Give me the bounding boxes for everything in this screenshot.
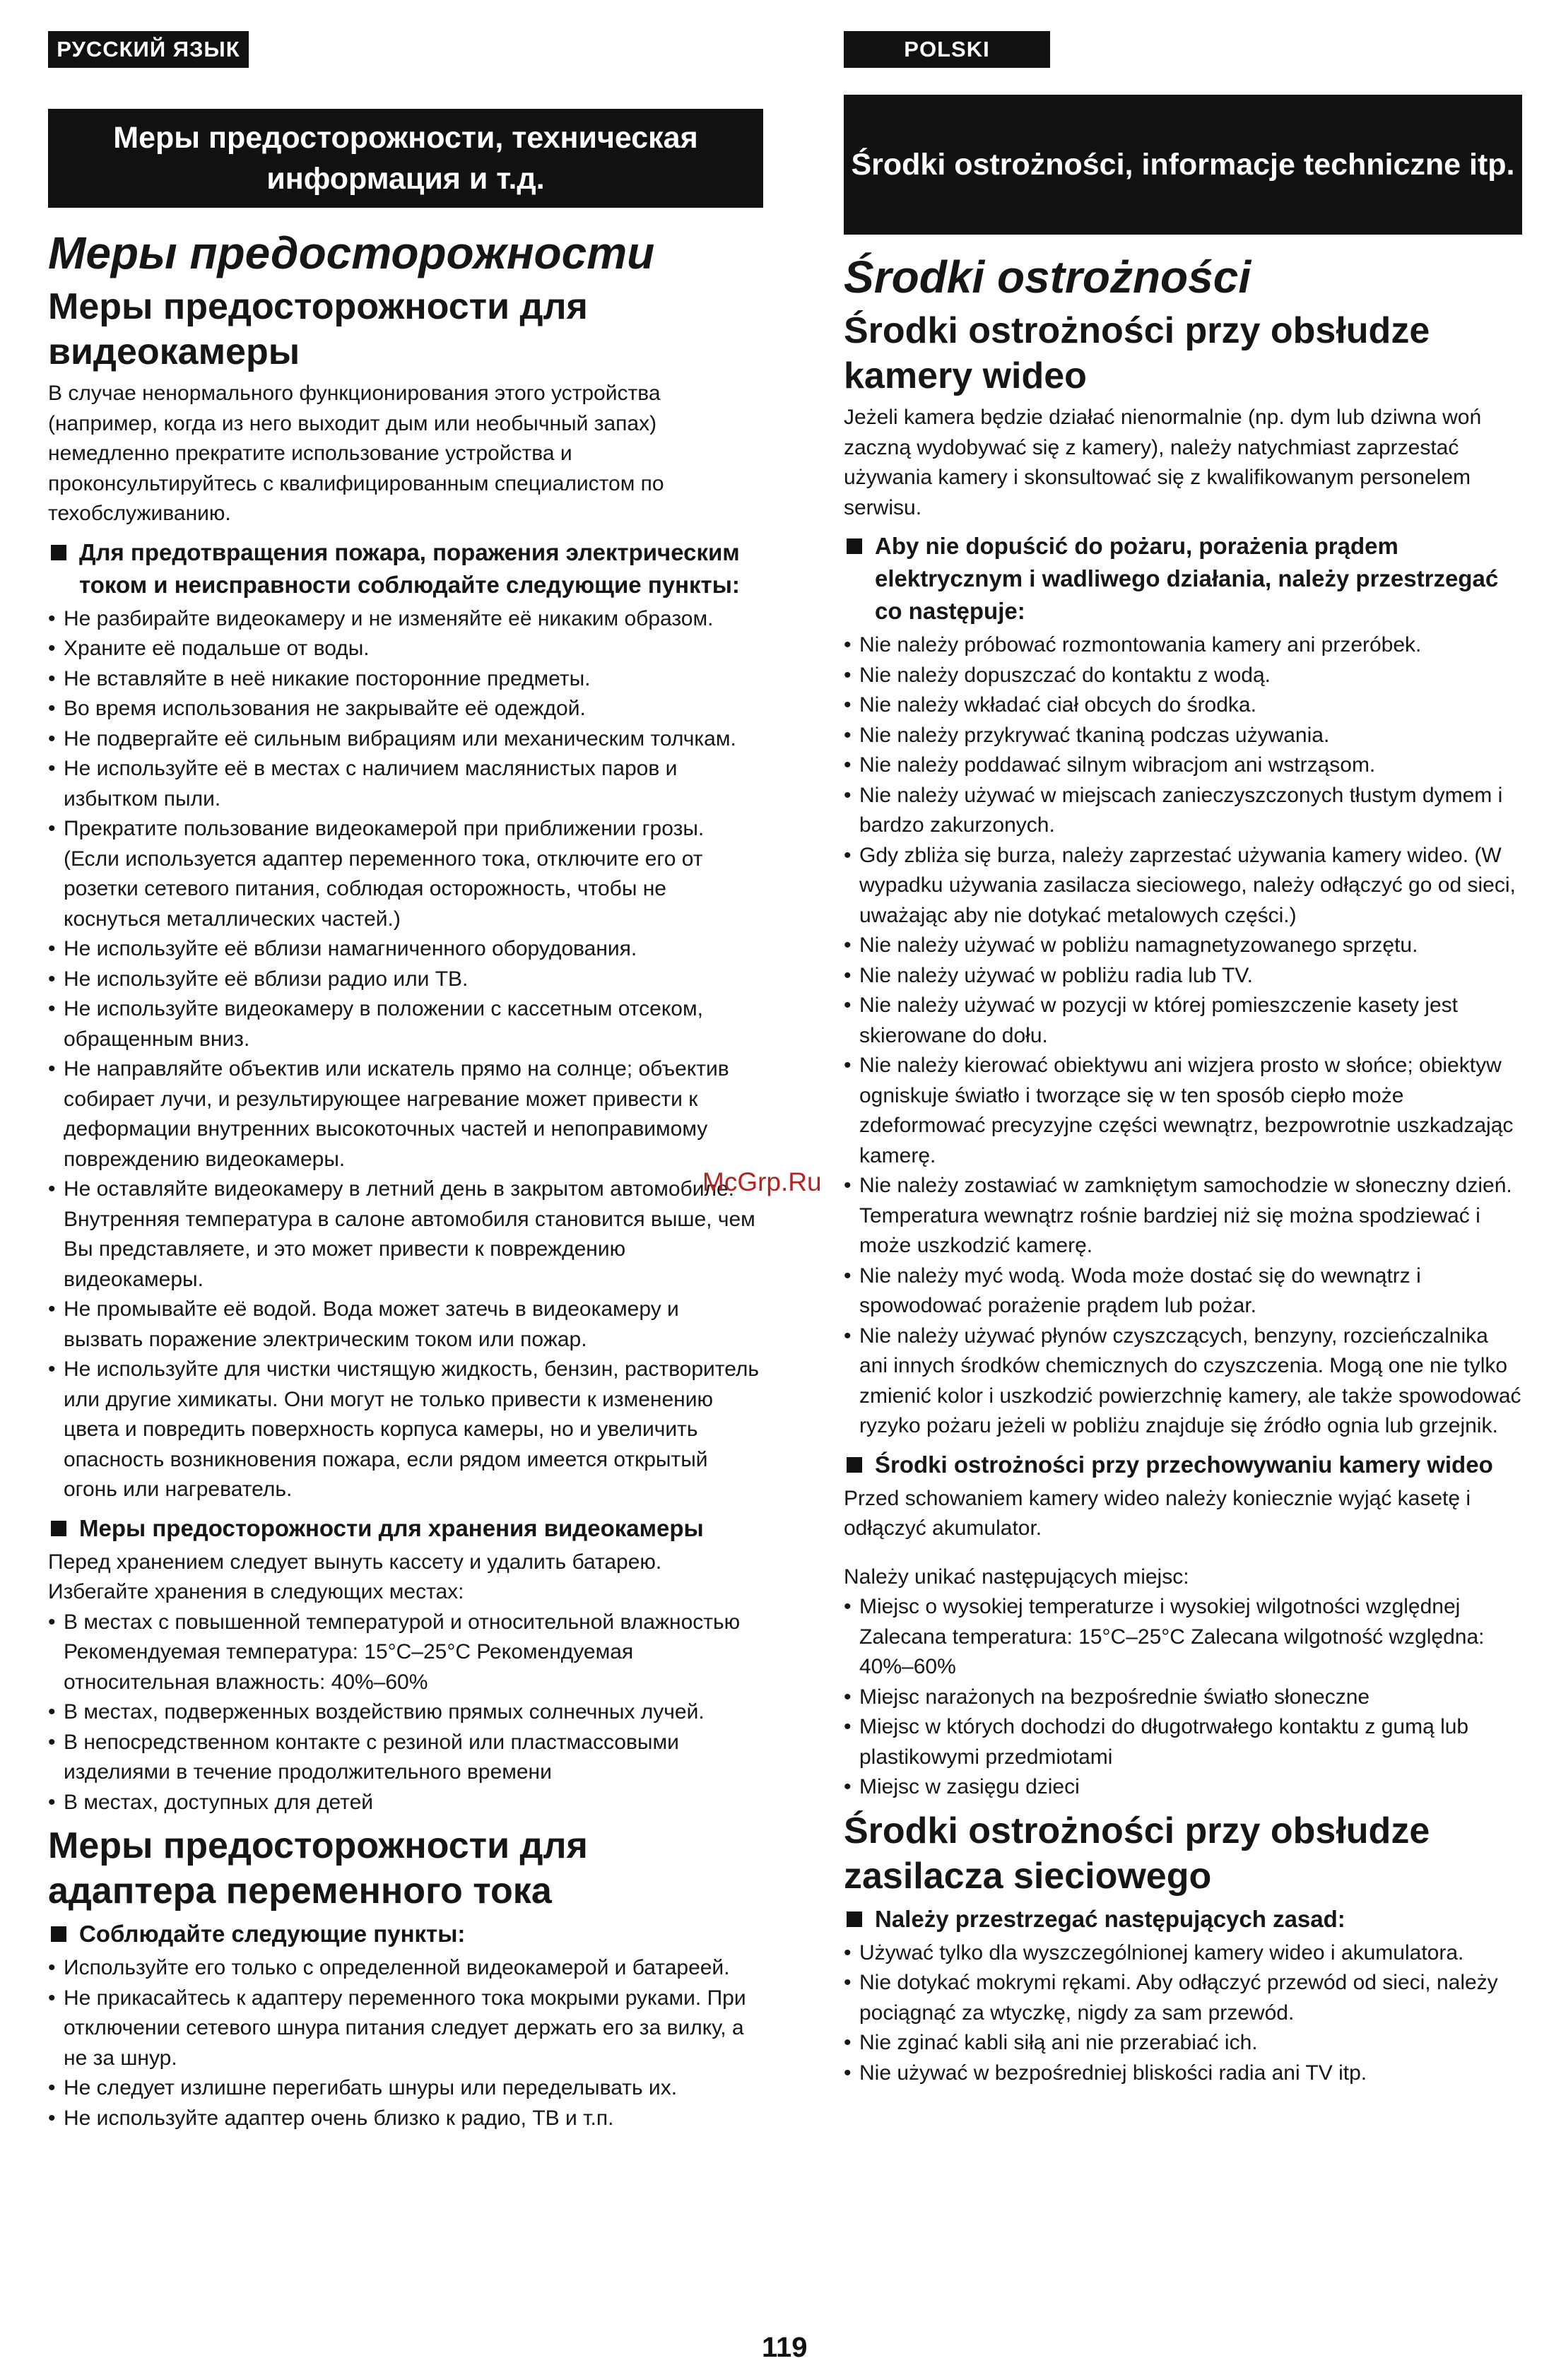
- list-item: • Miejsc o wysokiej temperaturze i wysokiej wilgotności względnej Zalecana temperatura: 15°C–25°C Zalecana wilgotność względna: 40%–60%: [844, 1592, 1522, 1683]
- list-item: • Не вставляйте в неё никакие посторонние предметы.: [48, 664, 763, 695]
- adapter-subheading: Соблюдайте следующие пункты:: [48, 1918, 763, 1950]
- list-item: • Не подвергайте её сильным вибрациям или механическим толчкам.: [48, 724, 763, 755]
- list-item: • Nie należy kierować obiektywu ani wizjera prosto w słońce; obiektyw ogniskuje światło i tworzące się w ten sposób ciepło może zdeformować precyzyjne części wewnątrz, bezpowrotnie uszkadzając kamerę.: [844, 1051, 1522, 1171]
- list-item: • Не используйте её вблизи намагниченного оборудования.: [48, 934, 763, 965]
- camera-intro: Jeżeli kamera będzie działać nienormalnie (np. dym lub dziwna woń zaczną wydobywać się z kamery), należy natychmiast zaprzestać używania kamery i skonsultować się z kwalifikowanym personelem serwisu.: [844, 406, 1482, 519]
- storage-subheading: Środki ostrożności przy przechowywaniu kamery wideo: [844, 1449, 1522, 1481]
- list-item: • Miejsc narażonych na bezpośrednie światło słoneczne: [844, 1683, 1522, 1713]
- list-item: • Не используйте видеокамеру в положении с кассетным отсеком, обращенным вниз.: [48, 994, 763, 1054]
- watermark-text: McGrp.Ru: [702, 1167, 822, 1196]
- list-item: • Не используйте её в местах с наличием маслянистых паров и избытком пыли.: [48, 754, 763, 814]
- language-tag: POLSKI: [844, 31, 1050, 68]
- list-item: • В местах с повышенной температурой и относительной влажностью Рекомендуемая температура: 15°C–25°C Рекомендуемая относительная влажность: 40%–60%: [48, 1608, 763, 1698]
- list-item: • Miejsc w których dochodzi do długotrwałego kontaktu z gumą lub plastikowymi przedmiotami: [844, 1712, 1522, 1772]
- adapter-heading: Środki ostrożności przy obsłudze zasilacza sieciowego: [844, 1810, 1430, 1897]
- list-item: • Не используйте её вблизи радио или ТВ.: [48, 965, 763, 995]
- fire-list: [844, 630, 1522, 1442]
- list-item: • Не разбирайте видеокамеру и не изменяйте её никаким образом.: [48, 604, 763, 635]
- list-item: • Używać tylko dla wyszczególnionej kamery wideo i akumulatora.: [844, 1938, 1522, 1969]
- list-item: • Не используйте для чистки чистящую жидкость, бензин, растворитель или другие химикаты. Они могут не только привести к изменению цвета и повредить поверхность корпуса камеры, но и увеличить опасность возникновения пожара, если рядом имеется открытый огонь или нагреватель.: [48, 1355, 763, 1505]
- list-item: • Не следует излишне перегибать шнуры или переделывать их.: [48, 2073, 763, 2104]
- camera-heading: Środki ostrożności przy obsłudze kamery wideo: [844, 310, 1430, 396]
- storage-intro-1: Przed schowaniem kamery wideo należy koniecznie wyjąć kasetę i odłączyć akumulator.: [844, 1486, 1471, 1540]
- list-item: • Nie należy myć wodą. Woda może dostać się do wewnątrz i spowodować porażenie prądem lub pożar.: [844, 1261, 1522, 1321]
- chapter-title: Меры предосторожности: [48, 228, 655, 278]
- fire-subheading: Aby nie dopuścić do pożaru, porażenia prądem elektrycznym i wadliwego działania, należy przestrzegać co następuje:: [844, 530, 1522, 628]
- list-item: • В местах, доступных для детей: [48, 1788, 763, 1818]
- list-item: • Не прикасайтесь к адаптеру переменного тока мокрыми руками. При отключении сетевого шнура питания следует держать его за вилку, а не за шнур.: [48, 1984, 763, 2074]
- list-item: • Nie dotykać mokrymi rękami. Aby odłączyć przewód od sieci, należy pociągnąć za wtyczkę, nigdy za sam przewód.: [844, 1968, 1522, 2028]
- list-item: • В непосредственном контакте с резиной или пластмассовыми изделиями в течение продолжительного времени: [48, 1728, 763, 1788]
- list-item: • Nie należy używać w pobliżu namagnetyzowanego sprzętu.: [844, 931, 1522, 961]
- list-item: • Nie należy używać w miejscach zanieczyszczonych tłustym dymem i bardzo zakurzonych.: [844, 781, 1522, 841]
- russian-content: [48, 225, 763, 2139]
- list-item: • В местах, подверженных воздействию прямых солнечных лучей.: [48, 1697, 763, 1728]
- language-tag: РУССКИЙ ЯЗЫК: [48, 31, 249, 68]
- camera-intro: В случае ненормального функционирования этого устройства (например, когда из него выходит дым или необычный запах) немедленно прекратите использование устройства и проконсультируйтесь с квалифицированным специалистом по техобслуживанию.: [48, 382, 664, 525]
- adapter-heading: Меры предосторожности для адаптера переменного тока: [48, 1825, 588, 1911]
- storage-list: [48, 1608, 763, 1818]
- adapter-list: [844, 1938, 1522, 2089]
- list-item: • Miejsc w zasięgu dzieci: [844, 1772, 1522, 1803]
- polish-content: [844, 249, 1522, 2094]
- list-item: • Nie należy wkładać ciał obcych do środka.: [844, 690, 1522, 721]
- spacer: [844, 1550, 1522, 1562]
- section-banner: Меры предосторожности, техническая информация и т.д.: [48, 109, 763, 208]
- list-item: • Во время использования не закрывайте её одеждой.: [48, 694, 763, 724]
- list-item: • Не оставляйте видеокамеру в летний день в закрытом автомобиле. Внутренняя температура в салоне автомобиля становится выше, чем Вы представляете, и это может привести к повреждению видеокамеры.: [48, 1174, 763, 1295]
- adapter-subheading: Należy przestrzegać następujących zasad:: [844, 1903, 1522, 1936]
- list-item: • Не направляйте объектив или искатель прямо на солнце; объектив собирает лучи, и результирующее нагревание может привести к деформации внутренних высокоточных частей и непоправимому повреждению видеокамеры.: [48, 1054, 763, 1174]
- fire-subheading: Для предотвращения пожара, поражения электрическим током и неисправности соблюдайте следующие пункты:: [48, 536, 763, 601]
- list-item: • Nie zginać kabli siłą ani nie przerabiać ich.: [844, 2028, 1522, 2058]
- fire-list: [48, 604, 763, 1505]
- page-number: 119: [762, 2332, 808, 2363]
- adapter-list: [48, 1953, 763, 2133]
- list-item: • Nie używać w bezpośredniej bliskości radia ani TV itp.: [844, 2058, 1522, 2089]
- list-item: • Nie należy używać w pobliżu radia lub TV.: [844, 961, 1522, 991]
- list-item: • Nie należy używać płynów czyszczących, benzyny, rozcieńczalnika ani innych środków chemicznych do czyszczenia. Mogą one nie tylko zmienić kolor i uszkodzić powierzchnię kamery, ale także spowodować ryzyko pożaru jeżeli w pobliżu znajduje się źródło ognia lub grzejnik.: [844, 1321, 1522, 1442]
- storage-list: [844, 1592, 1522, 1803]
- storage-intro-1: Перед хранением следует вынуть кассету и удалить батарею.: [48, 1550, 662, 1574]
- list-item: • Nie należy używać w pozycji w której pomieszczenie kasety jest skierowane do dołu.: [844, 991, 1522, 1051]
- list-item: • Nie należy przykrywać tkaniną podczas używania.: [844, 721, 1522, 751]
- list-item: • Nie należy poddawać silnym wibracjom ani wstrząsom.: [844, 750, 1522, 781]
- list-item: • Прекратите пользование видеокамерой при приближении грозы. (Если используется адаптер переменного тока, отключите его от розетки сетевого питания, соблюдая осторожность, чтобы не коснуться металлических частей.): [48, 814, 763, 934]
- list-item: • Не используйте адаптер очень близко к радио, ТВ и т.п.: [48, 2104, 763, 2134]
- list-item: • Gdy zbliża się burza, należy zaprzestać używania kamery wideo. (W wypadku używania zasilacza sieciowego, należy odłączyć go od sieci, uważając aby nie dotykać metalowych części.): [844, 841, 1522, 931]
- camera-heading: Меры предосторожности для видеокамеры: [48, 286, 588, 372]
- storage-subheading: Меры предосторожности для хранения видеокамеры: [48, 1512, 763, 1545]
- list-item: • Не промывайте её водой. Вода может затечь в видеокамеру и вызвать поражение электрическим током или пожар.: [48, 1295, 763, 1355]
- section-banner: Środki ostrożności, informacje techniczne itp.: [844, 95, 1522, 235]
- list-item: • Используйте его только с определенной видеокамерой и батареей.: [48, 1953, 763, 1984]
- list-item: • Храните её подальше от воды.: [48, 634, 763, 664]
- list-item: • Nie należy dopuszczać do kontaktu z wodą.: [844, 661, 1522, 691]
- storage-intro-2: Избегайте хранения в следующих местах:: [48, 1580, 464, 1603]
- list-item: • Nie należy zostawiać w zamkniętym samochodzie w słoneczny dzień. Temperatura wewnątrz rośnie bardziej niż się można spodziewać i może uszkodzić kamerę.: [844, 1171, 1522, 1261]
- list-item: • Nie należy próbować rozmontowania kamery ani przeróbek.: [844, 630, 1522, 661]
- chapter-title: Środki ostrożności: [844, 252, 1251, 302]
- storage-intro-2: Należy unikać następujących miejsc:: [844, 1565, 1189, 1589]
